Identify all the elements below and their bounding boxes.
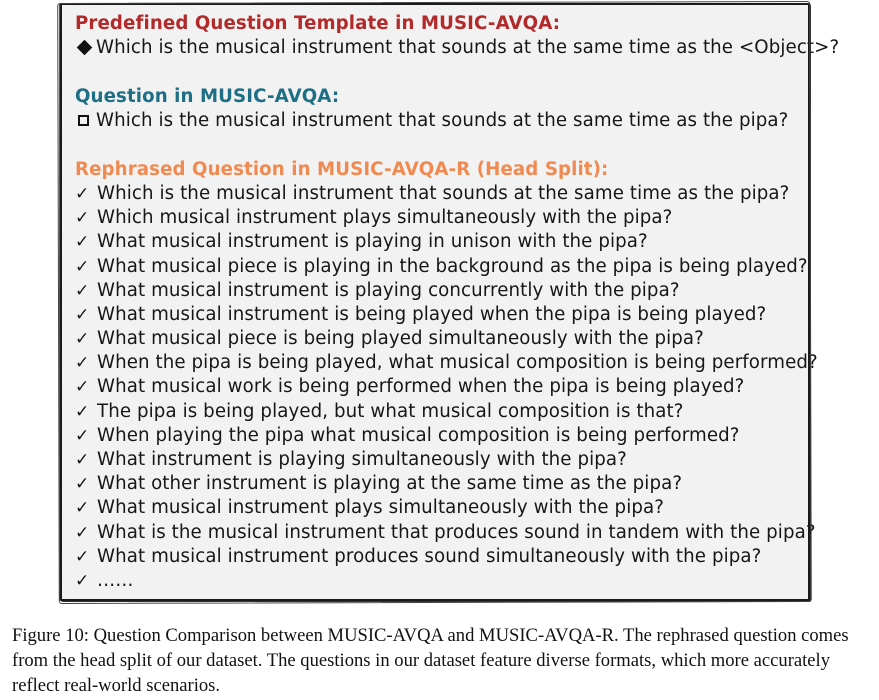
square-icon [78, 115, 89, 126]
rephrased-question: What musical instrument produces sound simultaneously with the pipa? [97, 545, 762, 567]
check-icon: ✓ [75, 401, 90, 422]
check-icon: ✓ [75, 498, 90, 519]
rephrased-question: …… [97, 569, 134, 591]
check-icon: ✓ [75, 280, 90, 301]
rephrased-question-row [75, 255, 808, 279]
rephrased-question: What instrument is playing simultaneously with the pipa? [97, 449, 627, 470]
rephrased-question-row [75, 375, 804, 399]
rephrased-question: What musical piece is playing in the background as the pipa is being played? [97, 255, 808, 277]
rephrased-question-row [75, 424, 804, 448]
check-icon: ✓ [75, 304, 90, 325]
rephrased-question: The pipa is being played, but what musical composition is that? [97, 400, 684, 422]
rephrased-question-row [75, 448, 804, 472]
rephrased-question-row [75, 400, 804, 424]
rephrased-question-row [75, 521, 816, 545]
rephrased-question: What musical instrument is being played when the pipa is being played? [97, 303, 767, 325]
comparison-panel [60, 3, 840, 601]
check-icon: ✓ [75, 329, 90, 350]
check-icon: ✓ [75, 474, 90, 495]
check-icon: ✓ [75, 256, 90, 277]
rephrased-question: What musical work is being performed when the pipa is being played? [97, 376, 745, 398]
rephrased-question-row [75, 206, 804, 230]
rephrased-question: What musical instrument is playing in unison with the pipa? [97, 231, 648, 253]
rephrased-question-row [75, 569, 804, 593]
check-icon: ✓ [75, 183, 90, 204]
check-icon: ✓ [75, 208, 90, 229]
figure-caption: Figure 10: Question Comparison between MUSIC-AVQA and MUSIC-AVQA-R. The rephrased question comes from the head split of our dataset. The questions in our dataset feature diverse formats, which more accurately reflect real-world scenarios. [12, 625, 849, 696]
rephrased-question-row [75, 279, 804, 303]
check-icon: ✓ [75, 546, 90, 567]
rephrased-question-row [75, 327, 804, 351]
rephrased-question-row [75, 496, 804, 520]
rephrased-question: Which musical instrument plays simultaneously with the pipa? [97, 207, 673, 229]
rephrased-question-row [75, 472, 804, 496]
rephrased-question-row [75, 303, 804, 327]
black-diamond-icon [77, 40, 93, 56]
check-icon: ✓ [75, 522, 90, 543]
check-icon: ✓ [75, 232, 90, 253]
rephrased-question-list [75, 182, 818, 593]
rephrased-question: What is the musical instrument that produces sound in tandem with the pipa? [97, 521, 816, 543]
rephrased-question-row [75, 351, 818, 375]
check-icon: ✓ [75, 377, 90, 398]
original-question-row [75, 109, 804, 133]
rephrased-question: When the pipa is being played, what musical composition is being performed? [97, 352, 818, 374]
rephrased-question-row [75, 230, 804, 254]
rephrased-question-row [75, 545, 804, 569]
check-icon: ✓ [75, 570, 90, 591]
rephrased-question: What musical piece is being played simultaneously with the pipa? [97, 328, 704, 350]
template-heading: Predefined Question Template in MUSIC-AVQA: [75, 13, 561, 34]
check-icon: ✓ [75, 425, 90, 446]
rephrased-heading: Rephrased Question in MUSIC-AVQA-R (Head Split): [75, 158, 609, 180]
rephrased-question: When playing the pipa what musical composition is being performed? [97, 424, 740, 446]
rephrased-question: Which is the musical instrument that sounds at the same time as the pipa? [97, 182, 790, 204]
template-question-row [75, 36, 840, 60]
rephrased-question: What musical instrument plays simultaneously with the pipa? [97, 497, 665, 519]
original-question: Which is the musical instrument that sounds at the same time as the pipa? [96, 110, 789, 132]
rephrased-question: What other instrument is playing at the same time as the pipa? [97, 473, 683, 495]
rephrased-question-row [75, 182, 804, 206]
panel-content [75, 12, 840, 593]
rephrased-question: What musical instrument is playing concurrently with the pipa? [97, 279, 680, 301]
check-icon: ✓ [75, 450, 90, 470]
template-question: Which is the musical instrument that sounds at the same time as the <Object>? [96, 37, 840, 59]
original-heading: Question in MUSIC-AVQA: [75, 85, 340, 107]
check-icon: ✓ [75, 353, 90, 374]
